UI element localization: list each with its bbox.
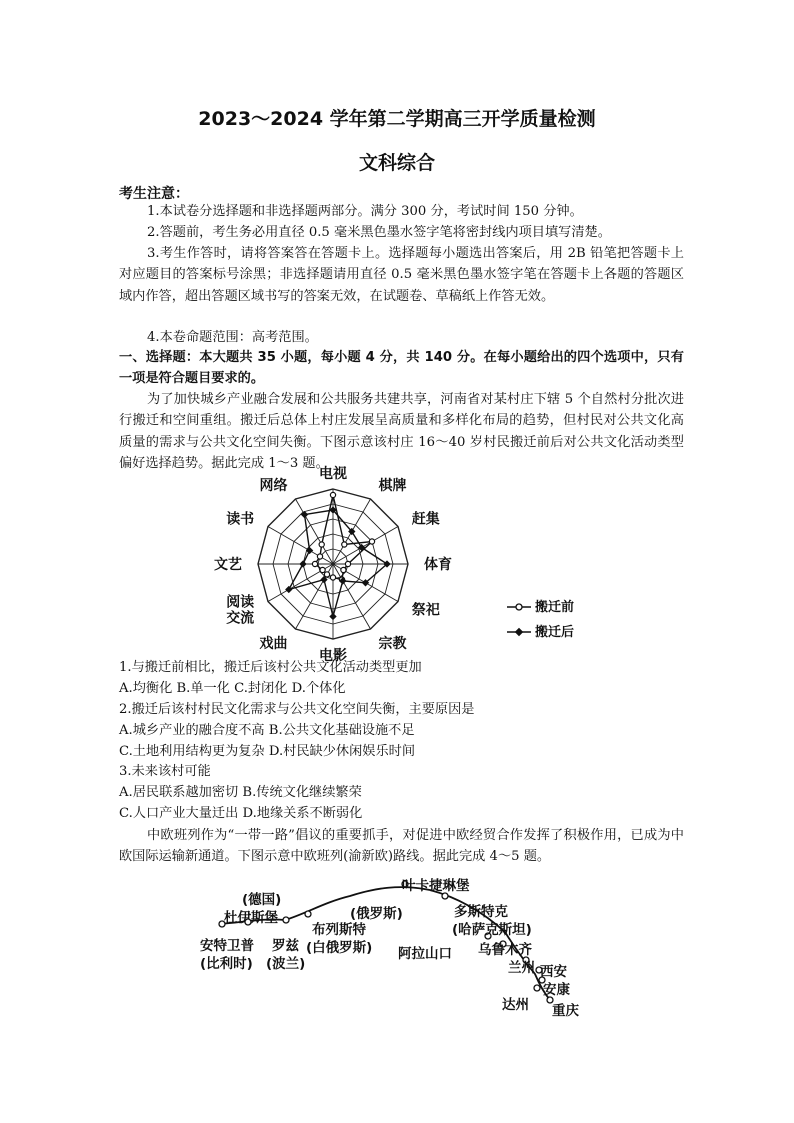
radar-point-before (317, 554, 322, 559)
question-2-options-ab: A.城乡产业的融合度不高 B.公共文化基础设施不足 (119, 723, 415, 738)
radar-axis-label: 体育 (424, 557, 452, 573)
radar-axis-label: 读书 (226, 511, 255, 528)
radar-legend (507, 599, 574, 640)
section-heading: 一、选择题：本大题共 35 小题，每小题 4 分，共 140 分。在每小题给出的四个选项中，只有一项是符合题目要求的。 (119, 350, 684, 387)
station-alashankou: 阿拉山口 (398, 946, 452, 962)
notice-item-1: 1.本试卷分选择题和非选择题两部分。满分 300 分，考试时间 150 分钟。 (147, 204, 583, 219)
exam-title: 2023～2024 学年第二学期高三开学质量检测 (198, 108, 596, 130)
radar-point-before (369, 539, 374, 544)
radar-axis-label: 棋牌 (378, 478, 407, 495)
station-chongqing: 重庆 (552, 1003, 579, 1019)
station-country-duisburg: (德国) (242, 892, 282, 908)
radar-axis-label: 网络 (259, 478, 288, 495)
radar-point-before (319, 542, 324, 547)
station-country-dostyk: (哈萨克斯坦) (452, 922, 532, 938)
question-3-options-ab: A.居民联系越加密切 B.传统文化继续繁荣 (119, 785, 362, 800)
station-country-lodz: (波兰) (266, 956, 306, 972)
station-urumqi: 乌鲁木齐 (478, 942, 532, 958)
station-brest: 布列斯特 (312, 922, 366, 938)
radar-point-after (306, 547, 313, 554)
question-2-options-cd: C.土地利用结构更为复杂 D.村民缺少休闲娱乐时间 (119, 744, 416, 759)
radar-point-before (330, 492, 335, 497)
station-lodz: 罗兹 (272, 938, 299, 954)
station-ankang: 安康 (543, 982, 570, 998)
notice-item-2: 2.答题前，考生务必用直径 0.5 毫米黑色墨水签字笔将密封线内项目填写清楚。 (147, 225, 611, 240)
radar-axis-label: 戏曲 (259, 635, 288, 652)
route-station-marker (283, 917, 289, 923)
legend-marker-after (515, 628, 523, 636)
legend-label-after: 搬迁后 (535, 625, 575, 640)
radar-axis-label: 赶集 (411, 511, 440, 528)
radar-axis-label: 阅读交流 (226, 594, 255, 627)
question-3-stem: 3.未来该村可能 (119, 764, 211, 779)
radar-point-before (324, 572, 329, 577)
question-1-stem: 1.与搬迁前相比，搬迁后该村公共文化活动类型更加 (119, 660, 422, 675)
radar-point-before (341, 567, 346, 572)
radar-point-after (299, 560, 306, 567)
question-3-options-cd: C.人口产业大量迁出 D.地缘关系不断弱化 (119, 806, 363, 821)
radar-point-before (345, 561, 350, 566)
radar-point-before (330, 575, 335, 580)
radar-point-before (312, 561, 317, 566)
station-antwerp: 安特卫普 (200, 938, 254, 954)
notice-item-3: 3.考生作答时，请将答案答在答题卡上。选择题每小题选出答案后，用 2B 铅笔把答题卡上对应题目的答案标号涂黑；非选择题请用直径 0.5 毫米黑色墨水签字笔在答题卡上各题的答题区域内作答，超出答题区域书写的答案无效，在试题卷、草稿纸上作答无效。 (119, 246, 684, 304)
notice-item-4: 4.本卷命题范围：高考范围。 (147, 330, 318, 345)
radar-axis-label: 电视 (319, 466, 347, 482)
radar-point-after (285, 586, 292, 593)
notice-heading: 考生注意： (119, 186, 189, 202)
station-duisburg: 杜伊斯堡 (224, 910, 278, 926)
passage-2: 中欧班列作为“一带一路”倡议的重要抓手，对促进中欧经贸合作发挥了积极作用，已成为中欧国际运输新通道。下图示意中欧班列(渝新欧)路线。据此完成 4～5 题。 (119, 828, 684, 865)
question-2-stem: 2.搬迁后该村村民文化需求与公共文化空间失衡，主要原因是 (119, 702, 475, 717)
radar-axis-label: 电影 (319, 648, 347, 664)
question-1-options: A.均衡化 B.单一化 C.封闭化 D.个体化 (119, 681, 346, 696)
radar-point-after (329, 613, 336, 620)
legend-label-before: 搬迁前 (535, 600, 575, 615)
route-labels (200, 877, 580, 1019)
radar-point-before (320, 567, 325, 572)
route-station-marker (534, 985, 540, 991)
station-country-brest: (白俄罗斯) (306, 940, 373, 956)
radar-point-after (301, 511, 308, 518)
station-yekaterinburg: 叶卡捷琳堡 (402, 878, 470, 894)
radar-chart (200, 466, 620, 664)
station-country-antwerp: (比利时) (200, 956, 253, 972)
route-map (190, 870, 610, 1020)
radar-axis-label: 文艺 (214, 557, 242, 573)
station-xian: 西安 (540, 964, 567, 980)
radar-axis-label: 祭祀 (411, 602, 440, 619)
route-station-marker (305, 911, 311, 917)
station-dazhou: 达州 (502, 997, 529, 1013)
station-dostyk: 多斯特克 (454, 904, 508, 920)
exam-subtitle: 文科综合 (358, 152, 435, 174)
legend-marker-before (516, 604, 522, 610)
radar-point-before (342, 542, 347, 547)
radar-axis-label: 宗教 (378, 635, 407, 652)
passage-1: 为了加快城乡产业融合发展和公共服务共建共享，河南省对某村庄下辖 5 个自然村分批次进行搬迁和空间重组。搬迁后总体上村庄发展呈高质量和多样化布局的趋势，但村民对公共文化高质量的需求与公共文化空间失衡。下图示意该村庄 16～40 岁村民搬迁前后对公共文化活动类型偏好选择趋势。据此完成 1～3 题。 (119, 392, 684, 472)
station-country-yekaterinburg: (俄罗斯) (350, 906, 403, 922)
station-lanzhou: 兰州 (508, 960, 535, 976)
